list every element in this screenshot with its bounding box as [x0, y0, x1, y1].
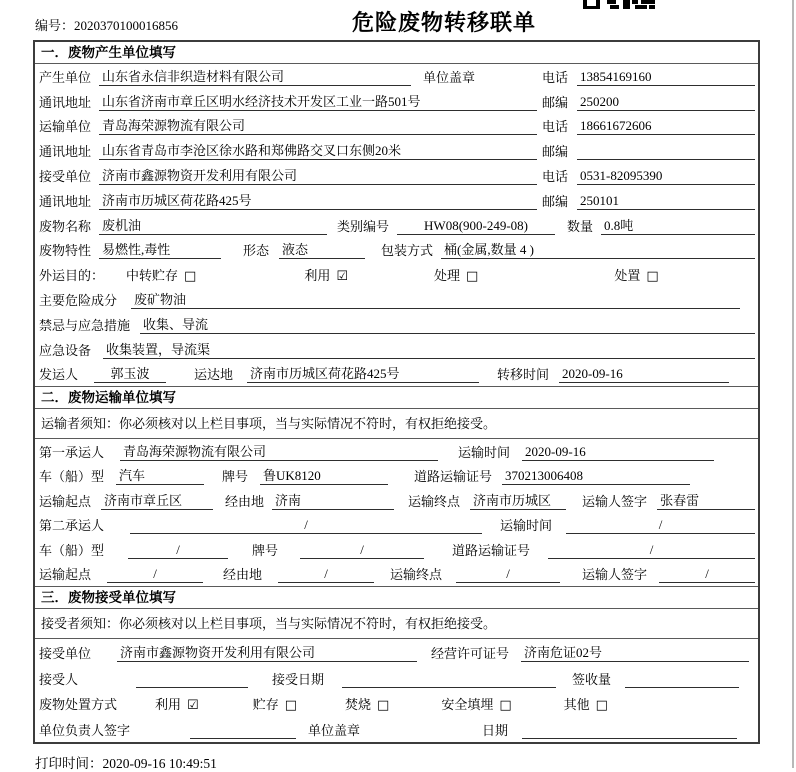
accept-unit-value: 济南市鑫源物资开发利用有限公司 — [117, 642, 417, 662]
carrier1-time-value: 2020-09-16 — [522, 444, 714, 461]
receiver-phone-group — [542, 166, 755, 185]
vehicle1-permit-label: 道路运输证号 — [414, 469, 493, 485]
vehicle2-plate-label: 牌号 — [252, 542, 279, 558]
equipment-label: 应急设备 — [39, 342, 92, 358]
acceptor-value — [136, 672, 248, 688]
section3-notice: 接受者须知：你必须核对以上栏目事项，当与实际情况不符时，有权拒绝接受。 — [35, 609, 758, 639]
accept-unit-label: 接受单位 — [39, 645, 92, 661]
disposal-option-incinerate — [345, 694, 389, 713]
shipper-dest-label: 运达地 — [194, 367, 234, 383]
row-receiver — [35, 163, 758, 188]
purpose-option-transfer-storage — [126, 265, 196, 284]
row-equipment — [35, 337, 758, 362]
shipper-time-label: 转移时间 — [497, 367, 550, 383]
section3-heading: 三．废物接受单位填写 — [35, 586, 758, 609]
checkbox-transfer-storage-icon: □ — [184, 269, 197, 285]
print-time — [35, 752, 796, 772]
receiver-zip-value: 250101 — [577, 193, 755, 210]
sign-date-label: 日期 — [482, 722, 509, 738]
license-label: 经营许可证号 — [431, 645, 510, 661]
purpose-dispose-label: 处置 — [614, 268, 641, 284]
disposal-option-landfill — [441, 694, 511, 713]
responsible-sign-value — [190, 723, 296, 739]
checkbox-dispose-icon: □ — [646, 269, 659, 285]
purpose-transfer-storage-label: 中转贮存 — [126, 268, 179, 284]
receiver-value: 济南市鑫源物资开发利用有限公司 — [99, 165, 537, 185]
disposal-use-label: 利用 — [155, 697, 182, 713]
row-producer-address — [35, 89, 758, 114]
carrier1-time-label: 运输时间 — [458, 444, 511, 460]
serial-label: 编号： — [35, 18, 75, 33]
transporter-value: 青岛海荣源物流有限公司 — [99, 115, 537, 135]
page-title: 危险废物转移联单 — [351, 10, 536, 35]
carrier1-value: 青岛海荣源物流有限公司 — [120, 441, 438, 461]
vehicle2-permit-label: 道路运输证号 — [452, 542, 531, 558]
route2-label: 运输起点 — [39, 567, 92, 583]
waste-pack-label: 包装方式 — [381, 243, 434, 259]
transporter-phone-value: 18661672606 — [577, 118, 755, 135]
transporter-zip-value — [577, 144, 755, 160]
producer-seal-label: 单位盖章 — [423, 69, 476, 85]
route1-sign-value: 张春雷 — [657, 490, 755, 510]
carrier2-label: 第二承运人 — [39, 518, 105, 534]
responsible-sign-label: 单位负责人签字 — [39, 722, 131, 738]
receiver-zip-label: 邮编 — [542, 193, 569, 209]
waste-props-value: 易燃性,毒性 — [99, 239, 221, 259]
vehicle1-plate-label: 牌号 — [222, 469, 249, 485]
transporter-address-label: 通讯地址 — [39, 144, 92, 160]
producer-address-value: 山东省济南市章丘区明水经济技术开发区工业一路501号 — [99, 91, 537, 111]
transfer-form-table — [33, 40, 760, 744]
producer-label: 产生单位 — [39, 69, 92, 85]
vehicle2-plate-value: / — [300, 542, 424, 559]
shipper-label: 发运人 — [39, 367, 79, 383]
route2-via-value: / — [278, 566, 374, 583]
accept-date-label: 接受日期 — [272, 671, 325, 687]
section2-heading: 二．废物运输单位填写 — [35, 386, 758, 409]
receiver-label: 接受单位 — [39, 168, 92, 184]
row-carrier1 — [35, 439, 758, 464]
vehicle2-permit-value: / — [548, 542, 755, 559]
section3-body — [35, 639, 758, 741]
receiver-address-value: 济南市历城区荷花路425号 — [99, 190, 537, 210]
route2-sign-value: / — [659, 566, 755, 583]
waste-category-label: 类别编号 — [337, 218, 390, 234]
row-waste-props — [35, 238, 758, 263]
vehicle1-label: 车（船）型 — [39, 469, 105, 485]
vehicle1-permit-value: 370213006408 — [502, 468, 690, 485]
page-right-edge — [792, 0, 794, 768]
waste-name-label: 废物名称 — [39, 218, 92, 234]
serial-value: 2020370100016856 — [74, 18, 179, 33]
waste-form-value: 液态 — [279, 239, 365, 259]
disposal-storage-label: 贮存 — [252, 697, 279, 713]
shipper-time-value: 2020-09-16 — [559, 366, 729, 383]
checkbox-disposal-landfill-icon: □ — [499, 698, 512, 714]
sign-qty-value — [625, 672, 739, 688]
producer-phone-value: 13854169160 — [577, 69, 755, 86]
row-receiver-address — [35, 188, 758, 213]
row-taboo — [35, 312, 758, 337]
row-responsible-sign — [35, 716, 758, 742]
row-acceptor — [35, 665, 758, 691]
waste-form-label: 形态 — [243, 243, 270, 259]
purpose-option-use — [304, 265, 348, 284]
route2-via-label: 经由地 — [223, 567, 263, 583]
transporter-phone-label: 电话 — [542, 119, 569, 135]
route2-end-value: / — [456, 566, 560, 583]
checkbox-disposal-other-icon: □ — [595, 698, 608, 714]
transporter-phone-group — [542, 116, 755, 135]
print-time-value: 2020-09-16 10:49:51 — [102, 755, 217, 771]
checkbox-disposal-incinerate-icon: □ — [377, 698, 390, 714]
row-shipper — [35, 362, 758, 387]
carrier2-time-value: / — [566, 517, 755, 534]
row-accept-unit — [35, 639, 758, 665]
disposal-other-label: 其他 — [563, 697, 590, 713]
row-route2 — [35, 562, 758, 587]
route1-via-label: 经由地 — [225, 493, 265, 509]
carrier1-label: 第一承运人 — [39, 444, 105, 460]
taboo-label: 禁忌与应急措施 — [39, 317, 131, 333]
disposal-label: 废物处置方式 — [39, 697, 118, 713]
purpose-treat-label: 处理 — [434, 268, 461, 284]
shipper-dest-value: 济南市历城区荷花路425号 — [247, 363, 479, 383]
route2-start-value: / — [107, 566, 203, 583]
accept-date-value — [342, 672, 556, 688]
producer-zip-label: 邮编 — [542, 94, 569, 110]
route1-label: 运输起点 — [39, 493, 92, 509]
license-value: 济南危证02号 — [521, 642, 749, 662]
purpose-option-treat — [434, 265, 478, 284]
section2-notice: 运输者须知：你必须核对以上栏目事项，当与实际情况不符时，有权拒绝接受。 — [35, 409, 758, 439]
checkbox-treat-icon: □ — [466, 269, 479, 285]
waste-qty-label: 数量 — [567, 218, 594, 234]
producer-value: 山东省永信非织造材料有限公司 — [99, 66, 411, 86]
disposal-option-use — [155, 694, 199, 713]
route1-end-label: 运输终点 — [408, 493, 461, 509]
vehicle1-plate-value: 鲁UK8120 — [260, 465, 388, 485]
receiver-address-label: 通讯地址 — [39, 193, 92, 209]
route2-sign-label: 运输人签字 — [582, 567, 648, 583]
purpose-option-dispose — [614, 265, 658, 284]
hazard-value: 废矿物油 — [131, 289, 740, 309]
vehicle1-value: 汽车 — [116, 465, 204, 485]
taboo-value: 收集、导流 — [140, 314, 755, 334]
row-vehicle2 — [35, 537, 758, 562]
checkbox-disposal-use-icon: ☑ — [187, 698, 199, 714]
receiver-phone-value: 0531-82095390 — [577, 168, 755, 185]
acceptor-label: 接受人 — [39, 671, 79, 687]
route1-start-value: 济南市章丘区 — [101, 490, 213, 510]
transporter-zip-label: 邮编 — [542, 144, 569, 160]
route1-via-value: 济南 — [272, 490, 394, 510]
waste-pack-value: 桶(金属,数量 4 ) — [441, 239, 755, 259]
waste-props-label: 废物特性 — [39, 243, 92, 259]
unit-seal-label: 单位盖章 — [308, 722, 361, 738]
row-transporter — [35, 114, 758, 139]
transporter-label: 运输单位 — [39, 119, 92, 135]
row-purpose — [35, 262, 758, 287]
equipment-value: 收集装置，导流渠 — [103, 339, 755, 359]
carrier2-time-label: 运输时间 — [500, 518, 553, 534]
section1-heading: 一．废物产生单位填写 — [35, 42, 758, 64]
receiver-zip-group — [542, 191, 755, 210]
section2-body — [35, 439, 758, 586]
row-route1 — [35, 488, 758, 513]
disposal-option-other — [564, 694, 608, 713]
purpose-label: 外运目的： — [39, 268, 105, 284]
route1-end-value: 济南市历城区 — [470, 490, 566, 510]
section1-body — [35, 64, 758, 386]
receiver-phone-label: 电话 — [542, 168, 569, 184]
carrier2-value: / — [130, 517, 482, 534]
sign-qty-label: 签收量 — [572, 671, 612, 687]
producer-phone-group — [542, 67, 755, 86]
producer-zip-group — [542, 92, 755, 111]
waste-qty-value: 0.8吨 — [601, 215, 755, 235]
checkbox-disposal-storage-icon: □ — [284, 698, 297, 714]
print-time-label: 打印时间： — [35, 755, 103, 771]
sign-date-value — [522, 723, 737, 739]
waste-name-value: 废机油 — [99, 215, 327, 235]
checkbox-use-icon: ☑ — [336, 269, 348, 285]
shipper-value: 郭玉波 — [94, 363, 166, 383]
hazard-label: 主要危险成分 — [39, 292, 118, 308]
disposal-option-storage — [253, 694, 297, 713]
transporter-address-value: 山东省青岛市李沧区徐水路和郑佛路交叉口东侧20米 — [99, 140, 537, 160]
row-waste-name — [35, 213, 758, 238]
row-disposal — [35, 691, 758, 717]
producer-zip-value: 250200 — [577, 94, 755, 111]
transporter-zip-group — [542, 141, 755, 160]
row-transporter-address — [35, 138, 758, 163]
row-hazard — [35, 287, 758, 312]
route2-end-label: 运输终点 — [390, 567, 443, 583]
disposal-landfill-label: 安全填埋 — [441, 697, 494, 713]
waste-category-value: HW08(900-249-08) — [397, 218, 555, 235]
row-carrier2 — [35, 513, 758, 538]
document-header — [0, 0, 796, 40]
vehicle2-label: 车（船）型 — [39, 542, 105, 558]
disposal-incinerate-label: 焚烧 — [345, 697, 372, 713]
vehicle2-value: / — [128, 542, 228, 559]
producer-phone-label: 电话 — [542, 69, 569, 85]
row-vehicle1 — [35, 464, 758, 489]
row-producer — [35, 64, 758, 89]
producer-address-label: 通讯地址 — [39, 94, 92, 110]
serial-number — [35, 15, 178, 34]
route1-sign-label: 运输人签字 — [582, 493, 648, 509]
purpose-use-label: 利用 — [304, 268, 331, 284]
